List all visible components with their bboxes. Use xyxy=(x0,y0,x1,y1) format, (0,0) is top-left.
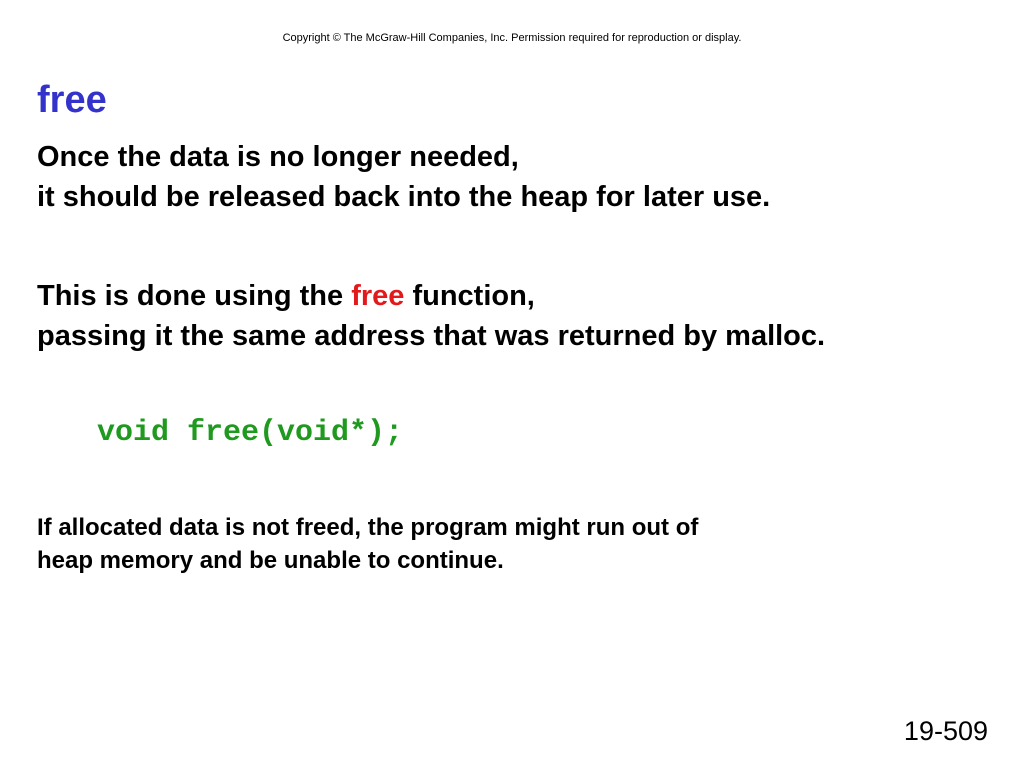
note-paragraph xyxy=(37,511,698,577)
paragraph-release-data xyxy=(37,137,770,217)
text-segment: function, xyxy=(404,280,535,312)
note-line: heap memory and be unable to continue. xyxy=(37,547,504,574)
code-signature: void free(void*); xyxy=(97,416,404,450)
slide-title: free xyxy=(37,79,107,121)
paragraph-line: Once the data is no longer needed, xyxy=(37,141,519,173)
note-line: If allocated data is not freed, the program might run out of xyxy=(37,514,699,541)
highlight-free-keyword: free xyxy=(351,280,405,312)
paragraph-line: passing it the same address that was returned by malloc. xyxy=(37,320,826,352)
paragraph-free-function xyxy=(37,276,825,356)
text-segment: This is done using the xyxy=(37,280,352,312)
paragraph-line xyxy=(37,276,825,316)
paragraph-line: it should be released back into the heap for later use. xyxy=(37,181,771,213)
page-number: 19-509 xyxy=(903,716,988,746)
copyright-notice: Copyright © The McGraw-Hill Companies, Inc. Permission required for reproduction or display. xyxy=(282,32,742,44)
